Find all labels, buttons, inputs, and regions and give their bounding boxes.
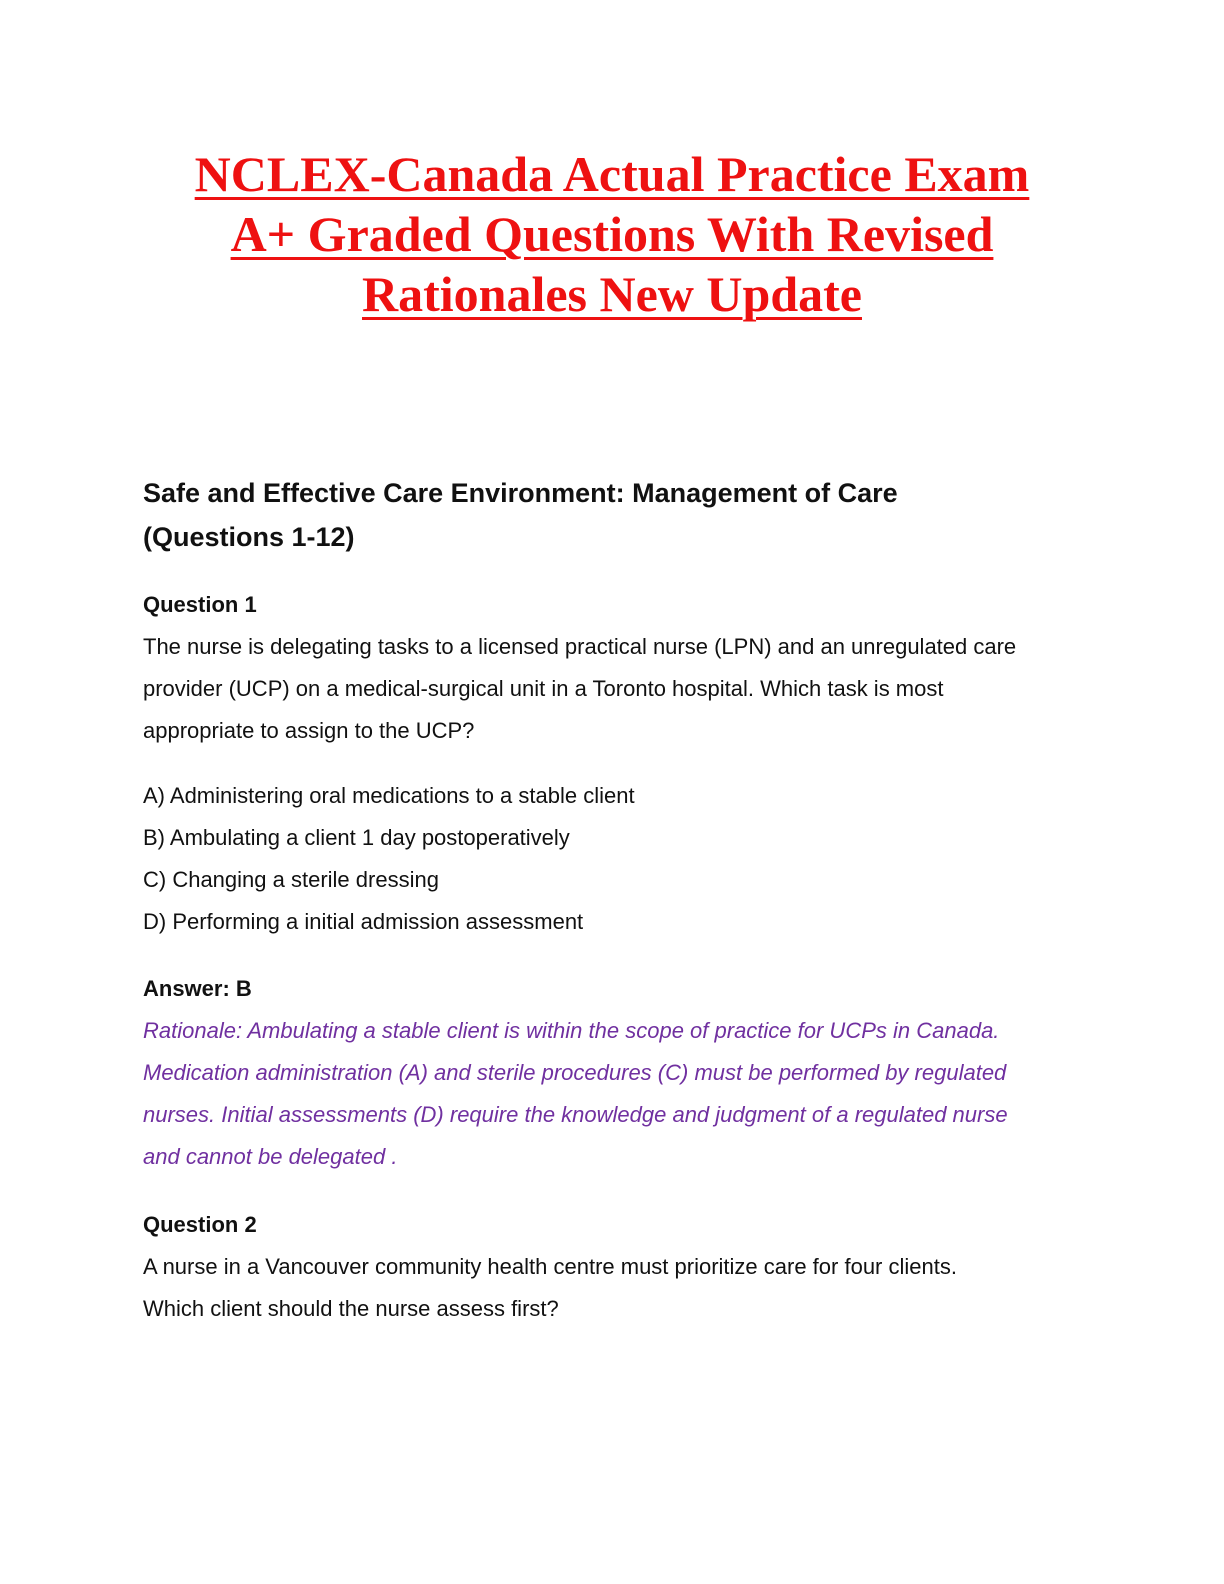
- question-text-line: provider (UCP) on a medical-surgical unit in a Toronto hospital. Which task is most: [143, 676, 944, 701]
- section-heading: [143, 471, 1083, 559]
- answer-label: Answer: B: [143, 976, 252, 1001]
- rationale-line: Medication administration (A) and sterile procedures (C) must be performed by regulated: [143, 1060, 1007, 1085]
- option-d: D) Performing a initial admission assessment: [143, 909, 584, 934]
- option-a: A) Administering oral medications to a stable client: [143, 783, 635, 808]
- document-title: [120, 144, 1104, 324]
- title-line: NCLEX-Canada Actual Practice Exam: [194, 146, 1030, 202]
- question-1-answer-block: [143, 968, 1093, 1178]
- rationale-line: nurses. Initial assessments (D) require the knowledge and judgment of a regulated nurse: [143, 1102, 1008, 1127]
- rationale-text: [143, 1010, 1093, 1178]
- title-line: Rationales New Update: [362, 266, 862, 322]
- question-text: [143, 626, 1093, 752]
- section-heading-line: Safe and Effective Care Environment: Management of Care: [143, 478, 898, 508]
- rationale-line: and cannot be delegated .: [143, 1144, 398, 1169]
- question-1-block: [143, 584, 1093, 752]
- question-1-options: [143, 775, 1093, 943]
- section-heading-line: (Questions 1-12): [143, 522, 355, 552]
- question-text-line: Which client should the nurse assess first?: [143, 1296, 559, 1321]
- option-b: B) Ambulating a client 1 day postoperatively: [143, 825, 570, 850]
- option-c: C) Changing a sterile dressing: [143, 867, 439, 892]
- question-label: Question 2: [143, 1212, 257, 1237]
- rationale-line: Rationale: Ambulating a stable client is within the scope of practice for UCPs in Canada.: [143, 1018, 1000, 1043]
- question-text-line: A nurse in a Vancouver community health centre must prioritize care for four clients.: [143, 1254, 957, 1279]
- question-label: Question 1: [143, 592, 257, 617]
- title-line: A+ Graded Questions With Revised: [230, 206, 994, 262]
- question-text-line: appropriate to assign to the UCP?: [143, 718, 475, 743]
- question-2-block: [143, 1204, 1093, 1330]
- question-text: [143, 1246, 1093, 1330]
- question-text-line: The nurse is delegating tasks to a licensed practical nurse (LPN) and an unregulated care: [143, 634, 1017, 659]
